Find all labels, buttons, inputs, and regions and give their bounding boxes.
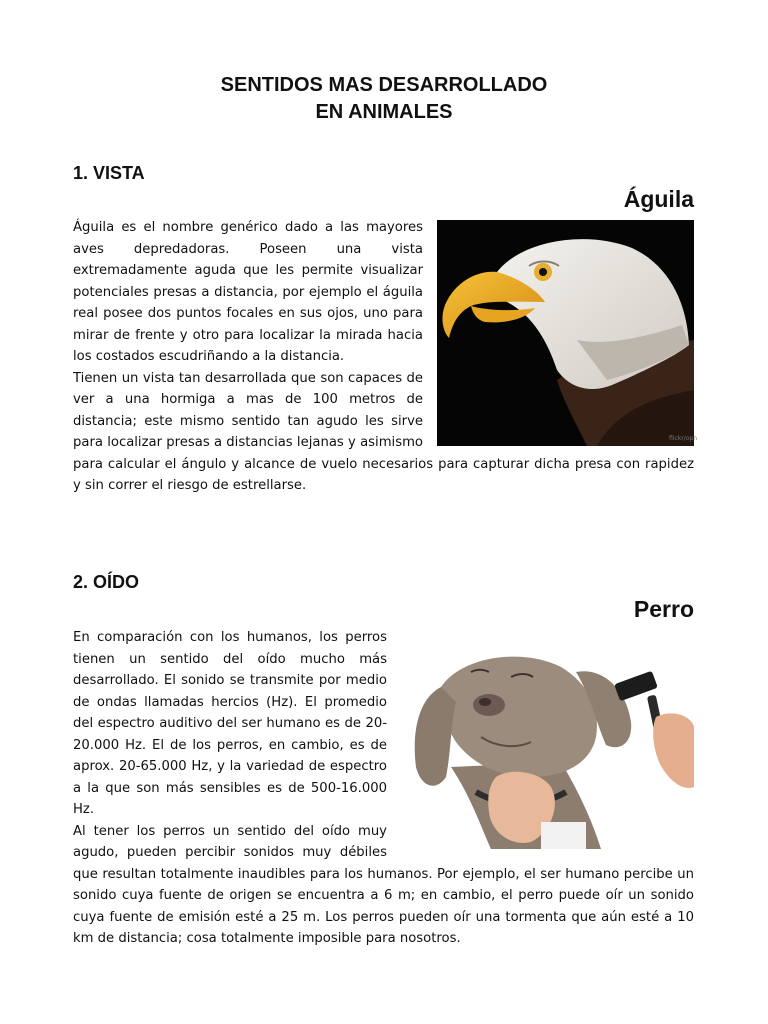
- dog-otoscope-photo-icon: [401, 627, 694, 849]
- section-heading-oido: 2. OÍDO: [73, 572, 140, 592]
- title-line-2: EN ANIMALES: [315, 101, 453, 123]
- eagle-photo-icon: [437, 220, 697, 446]
- section-heading-vista: 1. VISTA: [73, 163, 145, 183]
- eagle-watermark: flickr/opn: [669, 435, 697, 442]
- paragraph-oido-2: Al tener los perros un sentido del oído muy agudo, pueden percibir sonidos muy débiles que resultan totalmente inaudibles para los humanos. Por ejemplo, el ser humano percibe un sonido cuya fuente de origen se encuentra a 6 m; en cambio, el perro puede oír un sonido cuya fuente de emisión esté a 25 m. Los perros pueden oír una tormenta que aún esté a 10 km de distancia; cosa totalmente imposible para nosotros.: [73, 823, 694, 946]
- animal-name-aguila: Águila: [623, 186, 694, 212]
- paragraph-vista-2: Tienen un vista tan desarrollada que son capaces de ver a una hormiga a mas de 100 metros de distancia; este mismo sentido tan agudo les sirve para localizar presas a distancias lejanas y asimismo para calcular el ángulo y alcance de vuelo necesarios para capturar dicha presa con rapidez y sin correr el riesgo de estrellarse.: [73, 370, 694, 493]
- page-title: [0, 72, 768, 126]
- title-line-1: SENTIDOS MAS DESARROLLADO: [220, 74, 548, 96]
- paragraph-oido-1: En comparación con los humanos, los perros tienen un sentido del oído mucho más desarrollado. El sonido se transmite por medio de ondas llamadas hercios (Hz). El promedio del espectro auditivo del ser humano es de 20-20.000 Hz. El de los perros, en cambio, es de aprox. 20-65.000 Hz, y la variedad de espectro a la que son más sensibles es de 500-16.000 Hz.: [73, 630, 387, 817]
- section-body-oido: [73, 627, 694, 950]
- animal-name-perro: Perro: [633, 596, 694, 622]
- paragraph-vista-1: Águila es el nombre genérico dado a las mayores aves depredadoras. Poseen una vista extremadamente aguda que les permite visualizar potenciales presas a distancia, por ejemplo el águila real posee dos puntos focales en sus ojos, uno para mirar de frente y otro para localizar la mirada hacia los costados escudriñando a la distancia.: [73, 220, 423, 364]
- section-body-vista: [73, 217, 697, 497]
